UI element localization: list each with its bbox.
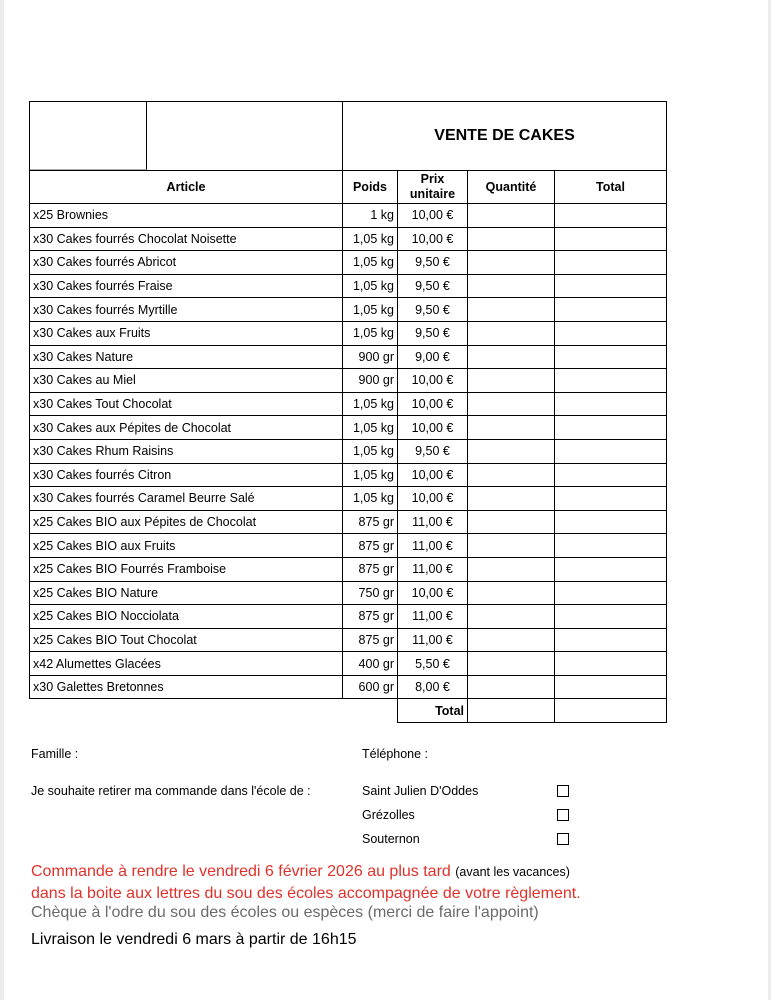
school-checkbox-saint-julien[interactable] [557, 785, 569, 797]
table-row [30, 581, 667, 605]
title-row [30, 102, 667, 171]
poids-cell: 400 gr [343, 652, 398, 676]
table-row [30, 392, 667, 416]
article-cell: x30 Cakes fourrés Chocolat Noisette [30, 227, 343, 251]
quantite-cell[interactable] [468, 557, 555, 581]
payment-notice: Chèque à l'odre du sou des écoles ou espèces (merci de faire l'appoint) [31, 904, 539, 921]
total-cell[interactable] [555, 321, 667, 345]
total-cell[interactable] [555, 534, 667, 558]
article-cell: x25 Cakes BIO Fourrés Framboise [30, 557, 343, 581]
prix-cell: 9,50 € [398, 321, 468, 345]
article-cell: x30 Cakes fourrés Fraise [30, 274, 343, 298]
poids-cell: 1,05 kg [343, 392, 398, 416]
table-row [30, 675, 667, 699]
order-form-page [4, 0, 768, 1000]
school-option-label: Saint Julien D'Oddes [362, 784, 479, 798]
total-cell[interactable] [555, 369, 667, 393]
poids-cell: 875 gr [343, 605, 398, 629]
total-cell[interactable] [555, 204, 667, 228]
quantite-cell[interactable] [468, 369, 555, 393]
logo-placeholder [30, 102, 343, 171]
school-option-label: Grézolles [362, 808, 415, 822]
total-row [30, 699, 667, 723]
prix-cell: 9,50 € [398, 298, 468, 322]
prix-cell: 10,00 € [398, 463, 468, 487]
quantite-cell[interactable] [468, 534, 555, 558]
total-cell[interactable] [555, 298, 667, 322]
prix-cell: 11,00 € [398, 534, 468, 558]
prix-cell: 10,00 € [398, 487, 468, 511]
poids-cell: 875 gr [343, 510, 398, 534]
retrait-label: Je souhaite retirer ma commande dans l'école de : [31, 784, 311, 798]
poids-cell: 750 gr [343, 581, 398, 605]
total-cell[interactable] [555, 487, 667, 511]
article-cell: x42 Alumettes Glacées [30, 652, 343, 676]
page-title: VENTE DE CAKES [343, 102, 667, 171]
total-quantite-cell[interactable] [468, 699, 555, 723]
grand-total-cell[interactable] [555, 699, 667, 723]
table-row [30, 204, 667, 228]
table-row [30, 321, 667, 345]
article-cell: x25 Cakes BIO Nature [30, 581, 343, 605]
quantite-cell[interactable] [468, 321, 555, 345]
article-cell: x30 Cakes fourrés Citron [30, 463, 343, 487]
table-row [30, 416, 667, 440]
prix-cell: 9,00 € [398, 345, 468, 369]
poids-cell: 1,05 kg [343, 463, 398, 487]
total-cell[interactable] [555, 251, 667, 275]
article-cell: x30 Cakes Tout Chocolat [30, 392, 343, 416]
prix-cell: 10,00 € [398, 581, 468, 605]
quantite-cell[interactable] [468, 605, 555, 629]
total-cell[interactable] [555, 392, 667, 416]
header-row [30, 171, 667, 204]
table-row [30, 369, 667, 393]
poids-cell: 1 kg [343, 204, 398, 228]
total-cell[interactable] [555, 605, 667, 629]
quantite-cell[interactable] [468, 675, 555, 699]
quantite-cell[interactable] [468, 298, 555, 322]
poids-cell: 1,05 kg [343, 298, 398, 322]
delivery-notice: Livraison le vendredi 6 mars à partir de 16h15 [31, 931, 357, 948]
quantite-cell[interactable] [468, 345, 555, 369]
prix-cell: 10,00 € [398, 227, 468, 251]
table-row [30, 298, 667, 322]
total-cell[interactable] [555, 274, 667, 298]
school-option-label: Souternon [362, 832, 420, 846]
table-row [30, 510, 667, 534]
header-total: Total [555, 171, 667, 204]
total-cell[interactable] [555, 510, 667, 534]
article-cell: x25 Cakes BIO aux Pépites de Chocolat [30, 510, 343, 534]
table-row [30, 628, 667, 652]
total-cell[interactable] [555, 581, 667, 605]
order-table [29, 101, 667, 723]
prix-cell: 11,00 € [398, 628, 468, 652]
header-prix [398, 171, 468, 204]
deadline-notice [31, 863, 570, 881]
poids-cell: 875 gr [343, 534, 398, 558]
article-cell: x30 Cakes fourrés Caramel Beurre Salé [30, 487, 343, 511]
table-row [30, 534, 667, 558]
header-prix-line2: unitaire [409, 187, 456, 201]
article-cell: x30 Cakes aux Fruits [30, 321, 343, 345]
prix-cell: 9,50 € [398, 439, 468, 463]
prix-cell: 10,00 € [398, 204, 468, 228]
header-poids: Poids [343, 171, 398, 204]
total-row-spacer [30, 699, 398, 723]
prix-cell: 5,50 € [398, 652, 468, 676]
table-row [30, 439, 667, 463]
telephone-label: Téléphone : [362, 747, 429, 761]
article-cell: x25 Cakes BIO aux Fruits [30, 534, 343, 558]
total-cell[interactable] [555, 628, 667, 652]
quantite-cell[interactable] [468, 392, 555, 416]
quantite-cell[interactable] [468, 227, 555, 251]
poids-cell: 1,05 kg [343, 416, 398, 440]
prix-cell: 10,00 € [398, 416, 468, 440]
article-cell: x30 Cakes aux Pépites de Chocolat [30, 416, 343, 440]
article-cell: x30 Galettes Bretonnes [30, 675, 343, 699]
famille-label: Famille : [31, 747, 79, 761]
table-row [30, 487, 667, 511]
total-cell[interactable] [555, 463, 667, 487]
quantite-cell[interactable] [468, 581, 555, 605]
article-cell: x30 Cakes fourrés Abricot [30, 251, 343, 275]
logo-box [30, 102, 147, 170]
poids-cell: 1,05 kg [343, 274, 398, 298]
table-row [30, 251, 667, 275]
poids-cell: 900 gr [343, 369, 398, 393]
school-checkbox-souternon[interactable] [557, 833, 569, 845]
table-row [30, 345, 667, 369]
header-prix-line1: Prix [420, 172, 445, 186]
prix-cell: 11,00 € [398, 557, 468, 581]
prix-cell: 11,00 € [398, 510, 468, 534]
school-checkbox-grezolles[interactable] [557, 809, 569, 821]
total-cell[interactable] [555, 416, 667, 440]
poids-cell: 875 gr [343, 557, 398, 581]
poids-cell: 875 gr [343, 628, 398, 652]
quantite-cell[interactable] [468, 487, 555, 511]
quantite-cell[interactable] [468, 439, 555, 463]
poids-cell: 1,05 kg [343, 227, 398, 251]
quantite-cell[interactable] [468, 652, 555, 676]
article-cell: x30 Cakes Rhum Raisins [30, 439, 343, 463]
table-row [30, 463, 667, 487]
poids-cell: 1,05 kg [343, 487, 398, 511]
poids-cell: 1,05 kg [343, 251, 398, 275]
quantite-cell[interactable] [468, 510, 555, 534]
article-cell: x30 Cakes au Miel [30, 369, 343, 393]
prix-cell: 10,00 € [398, 369, 468, 393]
quantite-cell[interactable] [468, 204, 555, 228]
deadline-text: Commande à rendre le vendredi 6 février 2026 au plus tard [31, 863, 451, 880]
table-row [30, 274, 667, 298]
table-row [30, 652, 667, 676]
poids-cell: 1,05 kg [343, 439, 398, 463]
prix-cell: 9,50 € [398, 274, 468, 298]
table-row [30, 605, 667, 629]
poids-cell: 1,05 kg [343, 321, 398, 345]
quantite-cell[interactable] [468, 274, 555, 298]
dropoff-notice: dans la boite aux lettres du sou des écoles accompagnée de votre règlement. [31, 885, 581, 902]
total-label: Total [398, 699, 468, 723]
prix-cell: 11,00 € [398, 605, 468, 629]
total-cell[interactable] [555, 557, 667, 581]
header-article: Article [30, 171, 343, 204]
article-cell: x30 Cakes fourrés Myrtille [30, 298, 343, 322]
table-row [30, 227, 667, 251]
article-cell: x25 Cakes BIO Tout Chocolat [30, 628, 343, 652]
total-cell[interactable] [555, 227, 667, 251]
poids-cell: 600 gr [343, 675, 398, 699]
quantite-cell[interactable] [468, 416, 555, 440]
table-row [30, 557, 667, 581]
total-cell[interactable] [555, 675, 667, 699]
total-cell[interactable] [555, 345, 667, 369]
article-cell: x30 Cakes Nature [30, 345, 343, 369]
prix-cell: 9,50 € [398, 251, 468, 275]
prix-cell: 10,00 € [398, 392, 468, 416]
quantite-cell[interactable] [468, 463, 555, 487]
header-quantite: Quantité [468, 171, 555, 204]
article-cell: x25 Brownies [30, 204, 343, 228]
poids-cell: 900 gr [343, 345, 398, 369]
total-cell[interactable] [555, 652, 667, 676]
quantite-cell[interactable] [468, 628, 555, 652]
prix-cell: 8,00 € [398, 675, 468, 699]
quantite-cell[interactable] [468, 251, 555, 275]
total-cell[interactable] [555, 439, 667, 463]
deadline-note: (avant les vacances) [455, 865, 570, 879]
article-cell: x25 Cakes BIO Nocciolata [30, 605, 343, 629]
